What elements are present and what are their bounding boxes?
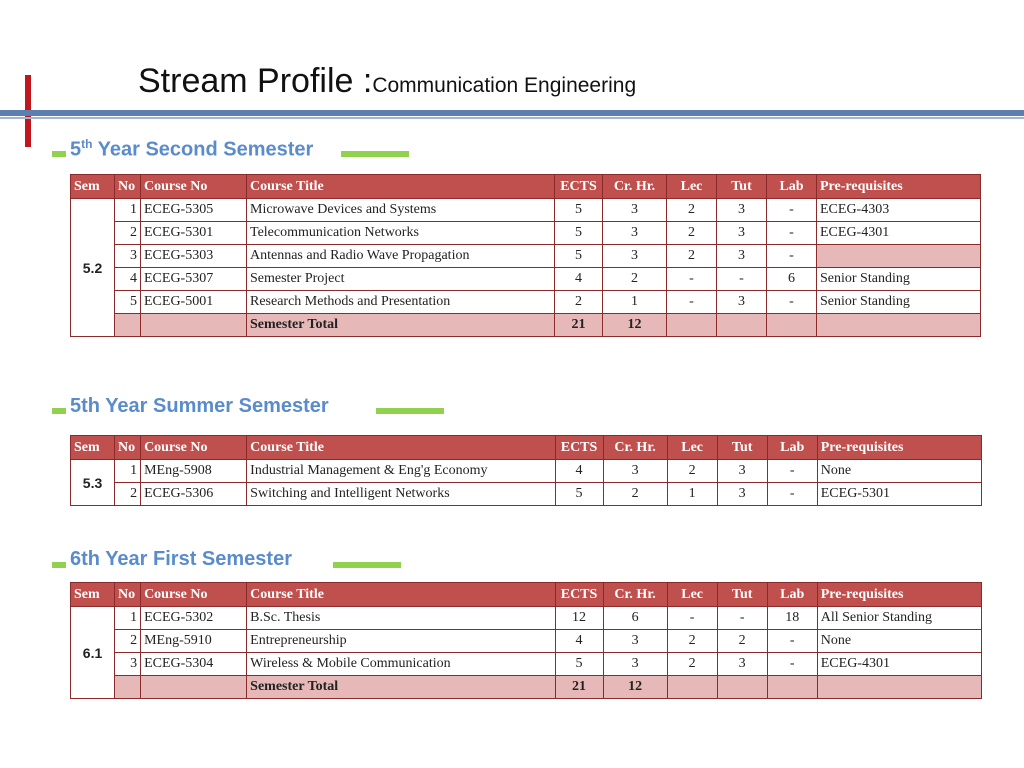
table-cell: ECEG-5001	[141, 291, 247, 314]
column-header: No	[115, 175, 141, 199]
table-cell: -	[767, 630, 817, 653]
table-cell: MEng-5910	[141, 630, 247, 653]
table-cell: 6	[767, 268, 817, 291]
table-cell: 1	[115, 460, 141, 483]
semester-cell: 6.1	[71, 607, 115, 699]
table-cell	[667, 314, 717, 337]
title-rule	[0, 110, 1024, 116]
column-header: Cr. Hr.	[603, 436, 667, 460]
table-cell: ECEG-4301	[817, 222, 981, 245]
table-cell: 3	[115, 245, 141, 268]
table-row	[71, 268, 981, 291]
table-cell: -	[717, 607, 767, 630]
table-row	[71, 630, 982, 653]
column-header: Lec	[667, 175, 717, 199]
semester-cell: 5.2	[71, 199, 115, 337]
table-cell: Wireless & Mobile Communication	[247, 653, 555, 676]
table-cell	[115, 676, 141, 699]
table-cell: 12	[603, 676, 667, 699]
table-cell: 6	[603, 607, 667, 630]
table-cell: 1	[667, 483, 717, 506]
table-cell: 3	[603, 653, 667, 676]
table-cell: 5	[555, 653, 603, 676]
table-cell: -	[767, 483, 817, 506]
table-cell: 2	[667, 630, 717, 653]
table-cell: 3	[717, 245, 767, 268]
table-cell: ECEG-5307	[141, 268, 247, 291]
table-cell	[767, 676, 817, 699]
column-header: Pre-requisites	[817, 436, 981, 460]
table-cell: Industrial Management & Eng'g Economy	[247, 460, 555, 483]
table-cell: ECEG-5302	[141, 607, 247, 630]
table-cell: 1	[603, 291, 667, 314]
table-cell: 4	[555, 630, 603, 653]
column-header: Tut	[717, 436, 767, 460]
column-header: Pre-requisites	[817, 583, 981, 607]
table-cell: ECEG-5301	[817, 483, 981, 506]
table-row	[71, 291, 981, 314]
table-cell: 21	[555, 314, 603, 337]
table-row	[71, 483, 982, 506]
column-header: ECTS	[555, 175, 603, 199]
course-table-6-1	[70, 582, 982, 699]
table-cell: 18	[767, 607, 817, 630]
heading-dash-left	[52, 151, 66, 157]
table-header-row	[71, 175, 981, 199]
table-cell: 2	[667, 199, 717, 222]
table-cell: 3	[717, 483, 767, 506]
table-cell: B.Sc. Thesis	[247, 607, 555, 630]
table-cell: ECEG-5301	[141, 222, 247, 245]
column-header: Course No	[141, 583, 247, 607]
table-cell: 2	[115, 630, 141, 653]
table-cell: 3	[115, 653, 141, 676]
table-cell: -	[767, 291, 817, 314]
semester-total-row	[71, 676, 982, 699]
table-cell	[817, 314, 981, 337]
semester-cell: 5.3	[71, 460, 115, 506]
column-header: ECTS	[555, 436, 603, 460]
table-cell: 3	[717, 199, 767, 222]
table-cell: ECEG-5303	[141, 245, 247, 268]
column-header: Sem	[71, 175, 115, 199]
course-table-5-2	[70, 174, 981, 337]
heading-dash-right	[376, 408, 444, 414]
table-cell: -	[717, 268, 767, 291]
table-cell: 2	[717, 630, 767, 653]
table-row	[71, 199, 981, 222]
table-cell: Entrepreneurship	[247, 630, 555, 653]
table-cell: 2	[667, 222, 717, 245]
table-cell	[717, 314, 767, 337]
section-heading: 5th Year Summer Semester	[70, 395, 329, 417]
heading-dash-right	[333, 562, 401, 568]
table-cell: ECEG-5306	[141, 483, 247, 506]
table-row	[71, 460, 982, 483]
table-cell: None	[817, 630, 981, 653]
table-cell: Semester Total	[247, 676, 555, 699]
table-cell	[817, 245, 981, 268]
table-cell	[767, 314, 817, 337]
table-cell: 3	[603, 630, 667, 653]
table-cell: 2	[603, 268, 667, 291]
table-cell: Switching and Intelligent Networks	[247, 483, 555, 506]
title-main: Stream Profile :	[138, 62, 373, 100]
table-cell	[141, 676, 247, 699]
table-row	[71, 222, 981, 245]
table-cell	[717, 676, 767, 699]
table-cell: 3	[603, 245, 667, 268]
table-cell: 12	[603, 314, 667, 337]
course-table-5-3	[70, 435, 982, 506]
table-cell: 5	[555, 199, 603, 222]
heading-dash-left	[52, 408, 66, 414]
table-cell: 4	[555, 460, 603, 483]
table-cell: 2	[555, 291, 603, 314]
table-cell: 5	[555, 222, 603, 245]
table-cell: Antennas and Radio Wave Propagation	[247, 245, 555, 268]
table-cell: 2	[115, 222, 141, 245]
table-cell	[817, 676, 981, 699]
slide-title	[138, 62, 636, 101]
table-cell: ECEG-4303	[817, 199, 981, 222]
table-cell: MEng-5908	[141, 460, 247, 483]
column-header: Lec	[667, 436, 717, 460]
table-cell: -	[667, 268, 717, 291]
table-cell: Telecommunication Networks	[247, 222, 555, 245]
table-cell: 4	[555, 268, 603, 291]
column-header: ECTS	[555, 583, 603, 607]
table-cell: -	[767, 245, 817, 268]
column-header: Cr. Hr.	[603, 583, 667, 607]
table-row	[71, 653, 982, 676]
column-header: Sem	[71, 436, 115, 460]
table-cell: -	[767, 222, 817, 245]
table-cell: 2	[115, 483, 141, 506]
heading-dash-left	[52, 562, 66, 568]
table-row	[71, 607, 982, 630]
table-cell: -	[767, 460, 817, 483]
table-header-row	[71, 436, 982, 460]
table-cell: 2	[667, 653, 717, 676]
table-cell: 5	[555, 245, 603, 268]
table-cell: -	[667, 291, 717, 314]
table-cell: -	[767, 199, 817, 222]
column-header: Course No	[141, 436, 247, 460]
table-cell: Senior Standing	[817, 268, 981, 291]
table-cell: ECEG-5305	[141, 199, 247, 222]
table-cell: 21	[555, 676, 603, 699]
heading-dash-right	[341, 151, 409, 157]
section-heading: 6th Year First Semester	[70, 548, 292, 570]
table-cell: 4	[115, 268, 141, 291]
table-cell: Semester Project	[247, 268, 555, 291]
table-cell: 1	[115, 607, 141, 630]
column-header: Lab	[767, 175, 817, 199]
column-header: Lab	[767, 436, 817, 460]
column-header: Course Title	[247, 583, 555, 607]
semester-total-row	[71, 314, 981, 337]
column-header: Course No	[141, 175, 247, 199]
table-cell: 3	[717, 460, 767, 483]
column-header: Tut	[717, 175, 767, 199]
column-header: Lec	[667, 583, 717, 607]
column-header: Pre-requisites	[817, 175, 981, 199]
column-header: No	[115, 583, 141, 607]
table-cell: ECEG-5304	[141, 653, 247, 676]
table-cell: 2	[667, 460, 717, 483]
table-cell: None	[817, 460, 981, 483]
column-header: Cr. Hr.	[603, 175, 667, 199]
column-header: Sem	[71, 583, 115, 607]
table-cell: 3	[717, 291, 767, 314]
title-rule-thin	[0, 117, 1024, 119]
table-cell	[115, 314, 141, 337]
section-heading: 5th Year Second Semester	[70, 137, 314, 161]
table-cell: Microwave Devices and Systems	[247, 199, 555, 222]
table-cell: 3	[717, 653, 767, 676]
table-cell: -	[767, 653, 817, 676]
column-header: Lab	[767, 583, 817, 607]
table-cell: Research Methods and Presentation	[247, 291, 555, 314]
table-row	[71, 245, 981, 268]
table-cell: 1	[115, 199, 141, 222]
table-cell: ECEG-4301	[817, 653, 981, 676]
table-cell: 3	[603, 199, 667, 222]
table-header-row	[71, 583, 982, 607]
table-cell: 3	[717, 222, 767, 245]
title-subtitle: Communication Engineering	[372, 74, 637, 97]
column-header: Course Title	[247, 436, 555, 460]
column-header: Tut	[717, 583, 767, 607]
column-header: No	[115, 436, 141, 460]
table-cell: -	[667, 607, 717, 630]
table-cell	[141, 314, 247, 337]
table-cell	[667, 676, 717, 699]
table-cell: 2	[667, 245, 717, 268]
table-cell: 3	[603, 222, 667, 245]
table-cell: Semester Total	[247, 314, 555, 337]
table-cell: 5	[555, 483, 603, 506]
table-cell: Senior Standing	[817, 291, 981, 314]
column-header: Course Title	[247, 175, 555, 199]
table-cell: 2	[603, 483, 667, 506]
table-cell: All Senior Standing	[817, 607, 981, 630]
table-cell: 5	[115, 291, 141, 314]
table-cell: 12	[555, 607, 603, 630]
table-cell: 3	[603, 460, 667, 483]
